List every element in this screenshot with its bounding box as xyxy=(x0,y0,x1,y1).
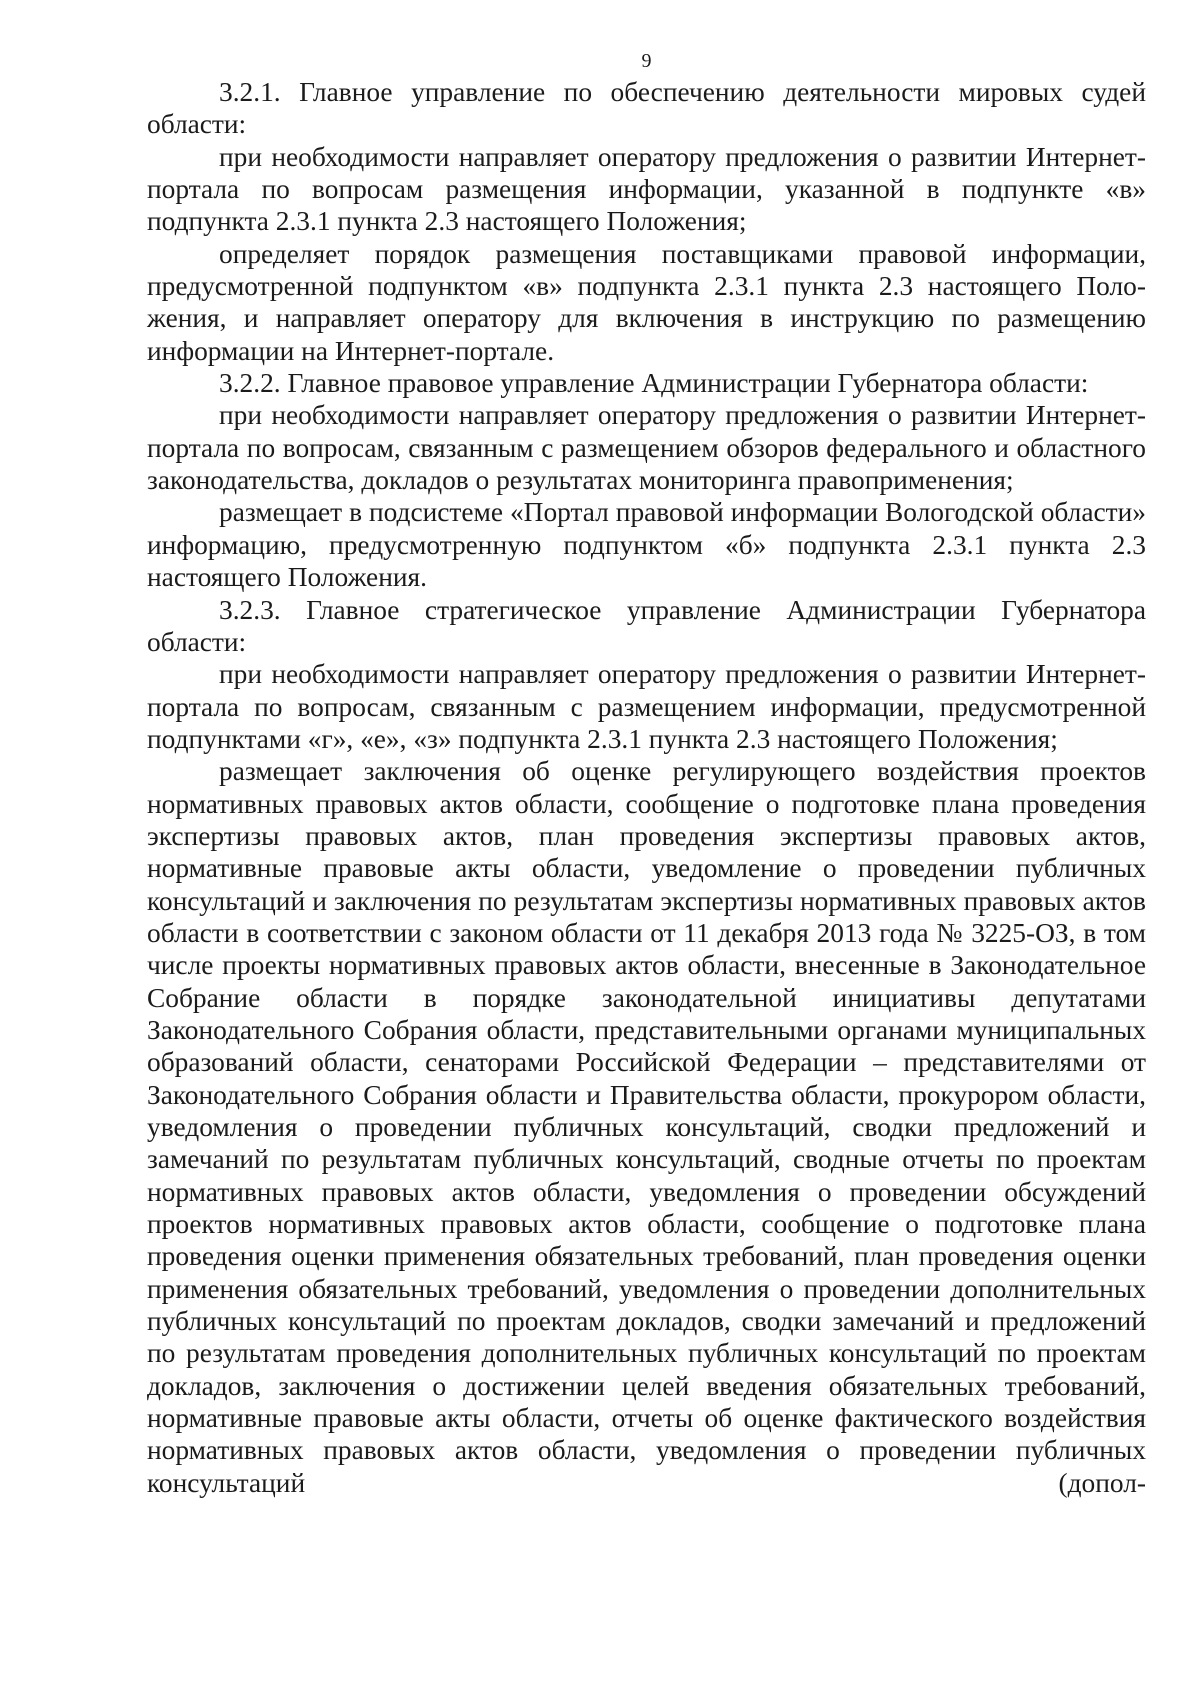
paragraph-3-2-1-heading: 3.2.1. Главное управление по обеспечению деятельности мировых судей области: xyxy=(147,77,1146,140)
paragraph-3-2-2-heading: 3.2.2. Главное правовое управление Администрации Губернатора области: xyxy=(219,368,1089,399)
page-number: 9 xyxy=(641,50,652,72)
paragraph-3-2-2-proposals: при необходимости направляет оператору предложения о развитии Интернет-портала по вопросам, связанным с размещением обзоров федерального и областного законодательства, докладов о результатах мониторинга правоприменения; xyxy=(147,400,1146,496)
paragraph-3-2-1-proposals: при необходимости направляет оператору предложения о развитии Интернет-портала по вопросам размещения информации, указанной в подпункте «в» подпункта 2.3.1 пункта 2.3 настоящего Положения; xyxy=(147,141,1146,237)
paragraph-3-2-3-heading: 3.2.3. Главное стратегическое управление Администрации Губернатора области: xyxy=(147,594,1146,657)
paragraph-3-2-1-procedure: определяет порядок размещения поставщиками правовой информации, предусмотренной подпунктом «в» подпункта 2.3.1 пункта 2.3 настоящего Положения, и направляет оператору для включения в инструкцию по размещению информации на Интернет-портале. xyxy=(147,238,1146,366)
paragraph-3-2-3-proposals: при необходимости направляет оператору предложения о развитии Интернет-портала по вопросам, связанным с размещением информации, предусмотренной подпунктами «г», «е», «з» подпункта 2.3.1 пункта 2.3 настоящего Положения; xyxy=(147,659,1146,754)
paragraph-3-2-2-placement: размещает в подсистеме «Портал правовой информации Вологодской области» информацию, предусмотренную подпунктом «б» подпункта 2.3.1 пункта 2.3 настоящего Положения. xyxy=(147,497,1146,593)
paragraph-3-2-3-placement: размещает заключения об оценке регулирующего воздействия проектов нормативных правовых актов области, сообщение о подготовке плана проведения экспертизы правовых актов, план проведения экспертизы правовых актов, нормативные правовые акты области, уведомление о проведении публичных консультаций и заключения по результатам экспертизы нормативных правовых актов области в соответствии с законом области от 11 декабря 2013 года № 3225-ОЗ, в том числе проекты нормативных правовых актов области, внесенные в Законодательное Собрание области в порядке законодательной инициативы депутатами Законодательного Собрания области, представительными органами муниципальных образований области, сенаторами Российской Федерации – представителями от Законодательного Собрания области и Правительства области, прокурором области, уведомления о проведении публичных консультаций, сводки предложений и замечаний по результатам публичных консультаций, сводные отчеты по проектам нормативных правовых актов области, уведомления о проведении обсуждений проектов нормативных правовых актов области, сообщение о подготовке плана проведения оценки применения обязательных требований, план проведения оценки применения обязательных требований, уведомления о проведении дополнительных публичных консультаций по проектам докладов, сводки замечаний и предложений по результатам проведения дополнительных публичных консультаций по проектам докладов, заключения о достижении целей введения обязательных требований, нормативные правовые акты области, отчеты об оценке фактического воздействия нормативных правовых актов области, уведомления о проведении публичных консультаций (допол- xyxy=(147,756,1146,1498)
